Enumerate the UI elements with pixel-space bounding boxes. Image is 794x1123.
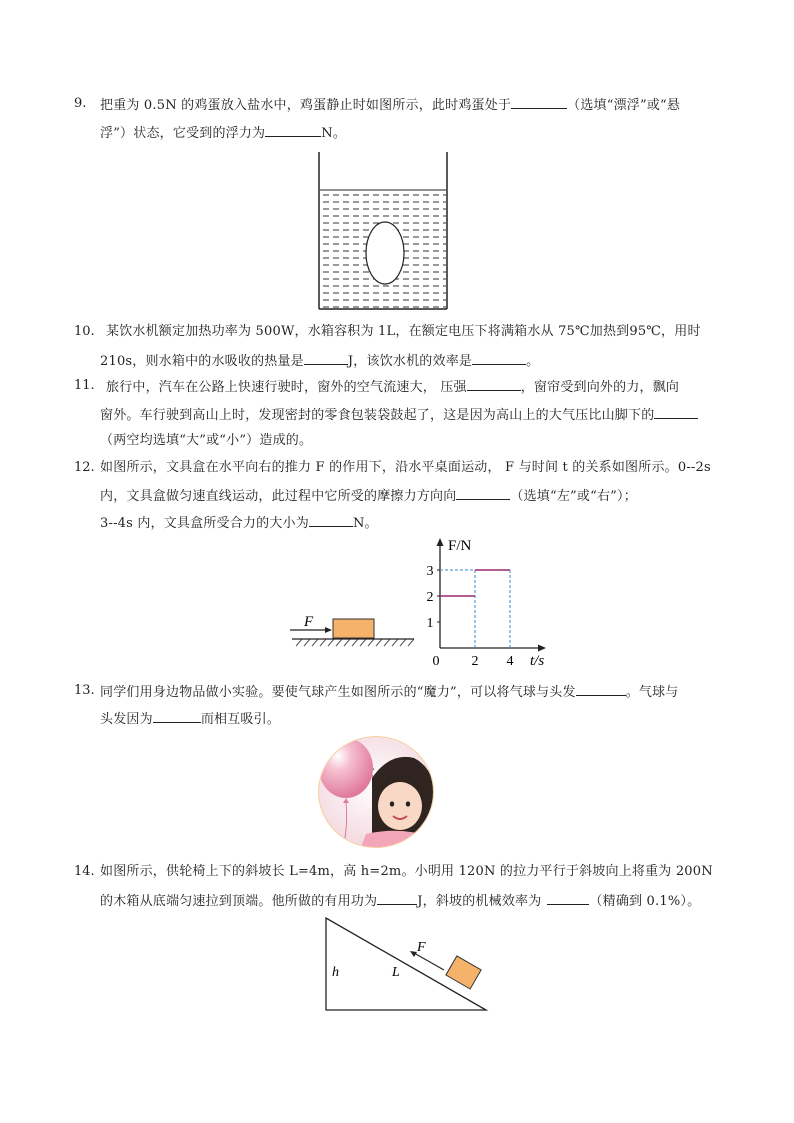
girl-left-eye xyxy=(390,801,394,806)
q13-text-1a: 同学们用身边物品做小实验。要使气球产生如图所示的“魔力”，可以将气球与头发 xyxy=(100,685,576,700)
q14-line-2 xyxy=(100,892,700,910)
q12-line-3 xyxy=(100,514,378,532)
beaker-figure xyxy=(312,150,452,314)
pull-force-label: F xyxy=(417,940,426,955)
q9-number: 9. xyxy=(74,96,87,111)
q14-number: 14. xyxy=(74,864,95,879)
x-tick-label-2: 2 xyxy=(471,654,479,669)
q13-text-2b: 而相互吸引。 xyxy=(200,712,281,727)
ramp-height-label: h xyxy=(332,965,339,980)
q14-text-2c: （精确到 0.1%）。 xyxy=(589,894,701,909)
q9-text-1b: （选填“漂浮”或“悬 xyxy=(567,98,681,113)
y-tick-label-3: 3 xyxy=(426,564,434,579)
girl-right-eye xyxy=(406,801,410,806)
q10-line-1: 某饮水机额定加热功率为 500W，水箱容积为 1L，在额定电压下将满箱水从 75℃加热到95℃，用时 xyxy=(106,324,701,339)
y-tick-label-2: 2 xyxy=(426,590,434,605)
q9-line-2 xyxy=(100,124,346,142)
q13-line-2 xyxy=(100,710,280,728)
y-axis-arrowhead xyxy=(437,538,444,546)
q10-blank-2[interactable] xyxy=(472,352,526,365)
q11-text-2: 窗外。车行驶到高山上时，发现密封的零食包装袋鼓起了，这是因为高山上的大气压比山脚下的 xyxy=(100,408,655,423)
q13-blank-2[interactable] xyxy=(153,710,201,723)
x-tick-label-4: 4 xyxy=(506,654,514,669)
q12-text-2a: 内，文具盒做匀速直线运动，此过程中它所受的摩擦力方向向 xyxy=(100,489,457,504)
wooden-crate xyxy=(446,956,481,989)
q14-text-2b: J，斜坡的机械效率为 xyxy=(417,894,542,909)
q14-line-1: 如图所示，供轮椅上下的斜坡长 L=4m，高 h=2m。小明用 120N 的拉力平行于斜坡向上将重为 200N xyxy=(100,864,713,879)
ramp-length-label: L xyxy=(392,965,400,980)
girl-face xyxy=(378,782,422,830)
q10-blank-1[interactable] xyxy=(304,352,348,365)
q13-text-1b: 。气球与 xyxy=(625,685,679,700)
ramp-figure xyxy=(320,914,492,1014)
force-time-graph xyxy=(420,536,550,670)
q11-blank-2[interactable] xyxy=(654,406,698,419)
graph-y-title: F/N xyxy=(448,538,472,554)
q11-line-1 xyxy=(106,378,679,396)
y-tick-label-1: 1 xyxy=(426,616,434,631)
q10-number: 10. xyxy=(74,324,95,339)
graph-guides xyxy=(440,570,510,648)
pink-balloon xyxy=(319,738,373,798)
q11-text-1a: 旅行中，汽车在公路上快速行驶时，窗外的空气流速大， 压强 xyxy=(106,380,467,395)
pull-force-line xyxy=(414,953,444,970)
q9-blank-1[interactable] xyxy=(511,96,567,109)
x-axis-arrowhead xyxy=(538,645,546,652)
q9-line-1 xyxy=(100,96,680,114)
q11-line-3: （两空均选填“大”或“小”）造成的。 xyxy=(100,433,313,448)
q9-text-2b: N。 xyxy=(321,126,347,141)
table-hatching xyxy=(296,639,414,646)
q11-blank-1[interactable] xyxy=(467,378,521,391)
pencil-box xyxy=(333,619,374,638)
q9-text-1a: 把重为 0.5N 的鸡蛋放入盐水中，鸡蛋静止时如图所示，此时鸡蛋处于 xyxy=(100,98,512,113)
q13-line-1 xyxy=(100,683,679,701)
q10-line-2 xyxy=(100,352,539,370)
q14-blank-2[interactable] xyxy=(547,892,589,905)
graph-x-title: t/s xyxy=(530,653,545,669)
q13-number: 13. xyxy=(74,683,95,698)
q9-text-2a: 浮”）状态，它受到的浮力为 xyxy=(100,126,266,141)
q10-text-2a: 210s，则水箱中的水吸收的热量是 xyxy=(100,354,304,369)
q12-line-2 xyxy=(100,487,637,505)
q9-blank-2[interactable] xyxy=(265,124,321,137)
q12-text-3a: 3--4s 内，文具盒所受合力的大小为 xyxy=(100,516,309,531)
x-tick-label-0: 0 xyxy=(432,654,440,669)
q14-text-2a: 的木箱从底端匀速拉到顶端。他所做的有用功为 xyxy=(100,894,378,909)
q11-text-1b: ，窗帘受到向外的力，飘向 xyxy=(520,380,680,395)
q10-text-2c: 。 xyxy=(526,354,540,369)
egg xyxy=(366,222,404,284)
q12-line-1: 如图所示，文具盒在水平向右的推力 F 的作用下，沿水平桌面运动， F 与时间 t 的关系如图所示。0--2s xyxy=(100,460,711,475)
q12-text-3b: N。 xyxy=(352,516,378,531)
q14-blank-1[interactable] xyxy=(377,892,417,905)
push-force-label: F xyxy=(304,614,314,630)
graph-axes xyxy=(437,538,547,652)
q13-text-2a: 头发因为 xyxy=(100,712,153,727)
q12-blank-1[interactable] xyxy=(456,487,510,500)
q12-blank-2[interactable] xyxy=(309,514,353,527)
q10-text-2b: J，该饮水机的效率是 xyxy=(347,354,473,369)
q12-text-2b: （选填“左”或“右”）； xyxy=(510,489,637,504)
pencil-box-figure xyxy=(286,610,418,652)
q12-number: 12. xyxy=(74,460,95,475)
push-force-arrowhead xyxy=(325,627,332,633)
q13-blank-1[interactable] xyxy=(576,683,626,696)
q11-number: 11. xyxy=(74,378,95,393)
q11-line-2 xyxy=(100,406,698,424)
balloon-hair-photo xyxy=(310,734,442,850)
